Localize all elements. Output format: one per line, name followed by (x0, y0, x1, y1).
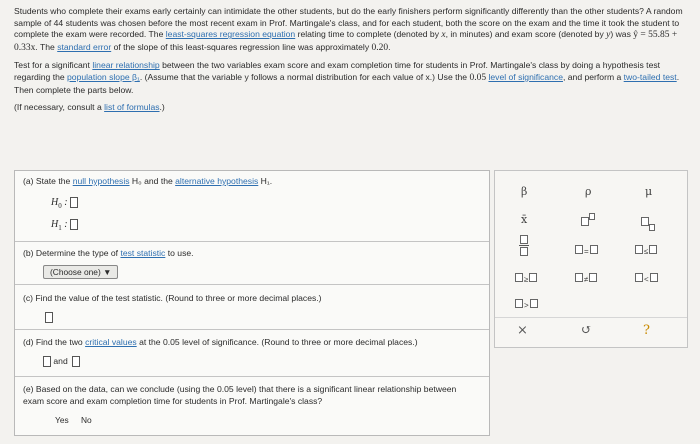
option-yes[interactable]: Yes (55, 415, 69, 425)
test-statistic-input-wrap (43, 312, 53, 323)
regression-equation: ŷ = 55.85 + 0.33x (14, 30, 678, 53)
link-test-statistic[interactable]: test statistic (120, 248, 166, 258)
less-than-key[interactable]: < (635, 269, 658, 287)
superscript-key[interactable] (581, 213, 595, 231)
critical-value-2-input[interactable] (72, 356, 80, 367)
answer-panel (14, 170, 490, 436)
box-icon (575, 245, 583, 254)
fraction-key[interactable] (519, 235, 529, 256)
part-b (15, 242, 489, 285)
part-e (15, 377, 489, 434)
part-c (15, 285, 489, 330)
x-bar-key[interactable]: x̄ (521, 213, 528, 226)
fraction-bar (519, 245, 529, 246)
link-linear-relationship[interactable]: linear relationship (92, 60, 160, 71)
link-population-slope[interactable]: population slope β₁ (67, 71, 140, 82)
palette-divider (495, 317, 687, 318)
part-a-question: (a) State the null hypothesis H₀ and the alternative hypothesis H₁. (23, 176, 273, 186)
clear-icon[interactable]: × (517, 323, 528, 338)
box-icon (589, 213, 595, 220)
alternative-hypothesis-input[interactable] (70, 219, 78, 230)
alternative-hypothesis-row: $H_1$ : (51, 219, 78, 232)
link-list-of-formulas[interactable]: list of formulas (104, 102, 160, 113)
math-palette (494, 170, 688, 348)
box-icon (581, 217, 589, 226)
link-critical-values[interactable]: critical values (85, 337, 137, 347)
part-e-question: (e) Based on the data, can we conclude (using the 0.05 level) that there is a significant linear relationship between exam score and exam completion time for students in Prof. Martingale's class? (23, 384, 457, 406)
link-null-hypothesis[interactable]: null hypothesis (72, 176, 130, 186)
box-icon (590, 245, 598, 254)
box-icon (515, 273, 523, 282)
box-icon (529, 273, 537, 282)
link-two-tailed-test[interactable]: two-tailed test (623, 71, 677, 82)
part-d (15, 330, 489, 377)
mu-key[interactable]: μ (645, 185, 653, 198)
problem-statement (14, 6, 690, 120)
test-statistic-input[interactable] (45, 312, 53, 323)
box-icon (589, 273, 597, 282)
link-least-squares-regression-equation[interactable]: least-squares regression equation (165, 29, 296, 40)
option-no[interactable]: No (81, 415, 92, 425)
box-icon (520, 235, 528, 244)
greater-than-key[interactable]: > (515, 295, 538, 313)
undo-icon[interactable]: ↺ (581, 323, 592, 338)
critical-value-1-input[interactable] (43, 356, 51, 367)
equals-key[interactable]: = (575, 241, 598, 259)
part-c-question: (c) Find the value of the test statistic. (Round to three or more decimal places.) (23, 293, 322, 303)
link-level-of-significance[interactable]: level of significance (488, 71, 563, 82)
null-hypothesis-input[interactable] (70, 197, 78, 208)
box-icon (635, 245, 643, 254)
not-equal-key[interactable]: ≠ (575, 269, 597, 287)
box-icon (520, 247, 528, 256)
box-icon (650, 273, 658, 282)
link-alternative-hypothesis[interactable]: alternative hypothesis (175, 176, 259, 186)
critical-values-row: and (41, 356, 80, 367)
test-statistic-select[interactable]: (Choose one) ▼ (43, 265, 118, 279)
box-icon (649, 224, 655, 231)
box-icon (575, 273, 583, 282)
null-hypothesis-row: $H_0$ : (51, 197, 78, 210)
part-b-question: (b) Determine the type of test statistic to use. (23, 248, 194, 258)
box-icon (530, 299, 538, 308)
less-equal-key[interactable]: ≤ (635, 241, 657, 259)
part-a (15, 171, 489, 242)
box-icon (641, 217, 649, 226)
subscript-key[interactable] (641, 213, 655, 231)
part-d-question: (d) Find the two critical values at the 0.05 level of significance. (Round to three or more decimal places.) (23, 337, 418, 347)
intro-paragraph-1: Students who complete their exams early certainly can intimidate the other students, but do the early finishers perform significantly differently than the other students? A random sample of 44 students was chosen before the most recent exam in Prof. Martingale's class, and for each student, both the score on the exam and the time it took the student to complete the exam were recorded. The least-squares regression equation relating time to complete (denoted by x, in minutes) and exam score (denoted by y) was ŷ = 55.85 + 0.33x. The standard error of the slope of this least-squares regression line was approximately 0.20. (14, 6, 683, 53)
rho-key[interactable]: ρ (585, 185, 592, 198)
intro-paragraph-3: (If necessary, consult a list of formulas.) (14, 102, 165, 113)
intro-paragraph-2: Test for a significant linear relationship between the two variables exam score and exam completion time for students in Prof. Martingale's class by doing a hypothesis test regarding the population slope β₁. (Assume that the variable y follows a normal distribution for each value of x.) Use the 0.05 level of significance, and perform a two-tailed test. Then complete the parts below. (14, 60, 680, 95)
box-icon (649, 245, 657, 254)
box-icon (515, 299, 523, 308)
help-icon[interactable]: ? (643, 323, 650, 338)
box-icon (635, 273, 643, 282)
beta-key[interactable]: β (521, 185, 528, 198)
link-standard-error[interactable]: standard error (57, 41, 112, 52)
greater-equal-key[interactable]: ≥ (515, 269, 537, 287)
